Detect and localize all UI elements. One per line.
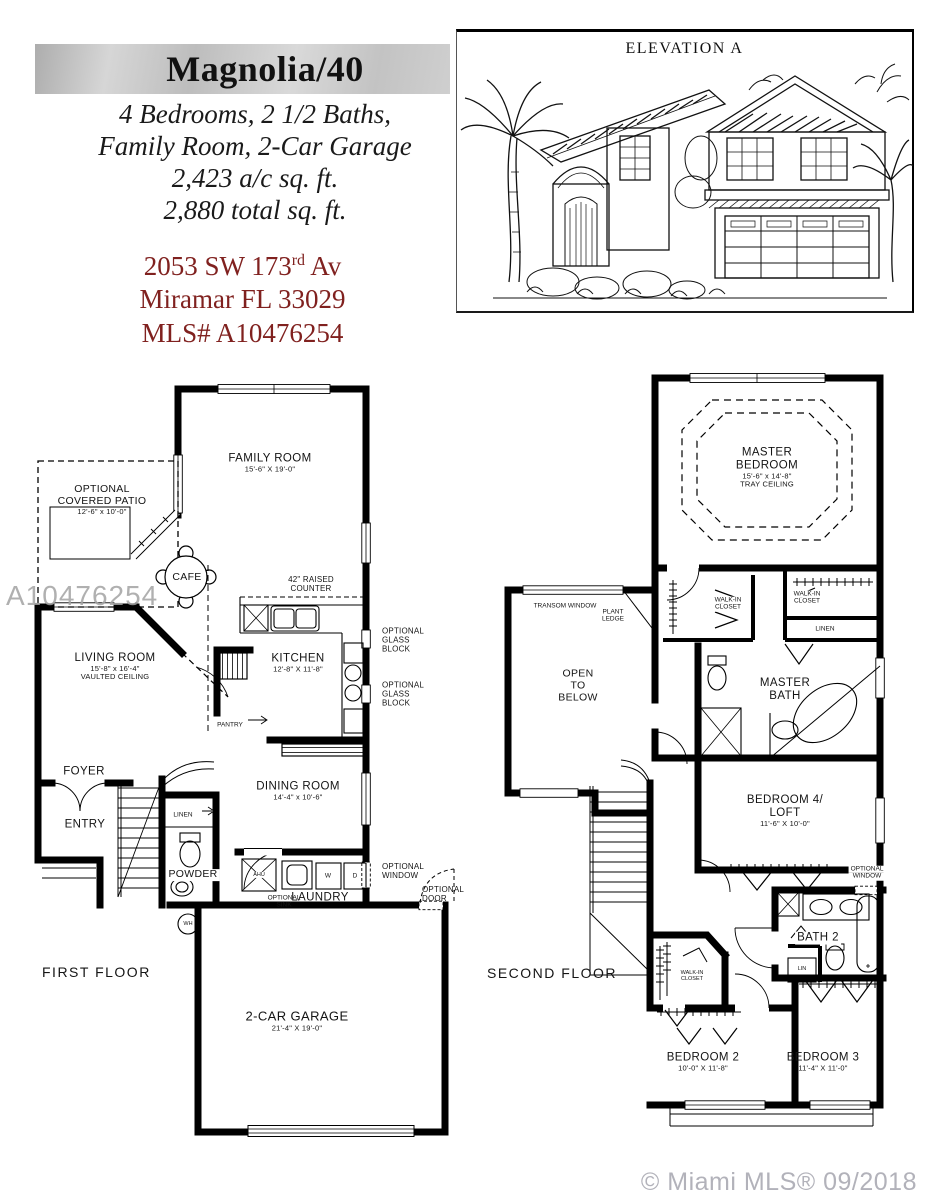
label-linen-2: LINEN [815, 625, 835, 633]
address-line-1: 2053 SW 173rd Av [143, 251, 342, 281]
garage-door [715, 208, 879, 278]
master-bath-fixtures [701, 656, 880, 758]
kitchen-fixtures [220, 597, 366, 756]
desc-line: 4 Bedrooms, 2 1/2 Baths, [119, 99, 391, 129]
label-bedroom3: BEDROOM 3 11'-4" X 11'-0" [786, 1051, 860, 1073]
label-foyer: FOYER [63, 765, 105, 778]
label-plant-ledge: PLANT LEDGE [601, 608, 625, 623]
label-dryer: D [352, 872, 358, 880]
label-optional-door: OPTIONAL DOOR [422, 885, 465, 903]
label-wic3: WALK-IN CLOSET [680, 969, 704, 982]
label-bath2: BATH 2 [797, 931, 839, 944]
label-second-floor: SECOND FLOOR [487, 965, 618, 982]
label-living-room: LIVING ROOM 15'-8" x 16'-4" VAULTED CEILING [74, 652, 156, 682]
tile-roof [541, 90, 725, 162]
property-address [35, 250, 450, 350]
label-entry: ENTRY [64, 818, 106, 831]
label-lin: LIN [797, 965, 807, 972]
powder-fixtures [162, 807, 216, 896]
label-optional-window-2: OPTIONAL WINDOW [850, 865, 884, 880]
label-optional-window: OPTIONAL WINDOW [382, 862, 425, 880]
label-glass-block-2: OPTIONAL GLASS BLOCK [382, 680, 425, 708]
elevation-title: ELEVATION A [625, 40, 744, 57]
property-description [55, 99, 455, 226]
gable-roof [707, 76, 885, 132]
address-line-3: MLS# A10476254 [141, 317, 344, 348]
desc-line: Family Room, 2-Car Garage [98, 130, 412, 161]
label-open-to-below: OPEN TO BELOW [558, 667, 598, 703]
entry-tower [553, 128, 669, 266]
label-powder: POWDER [168, 868, 218, 881]
label-transom-window: TRANSOM WINDOW [533, 602, 597, 610]
label-ahu: AHU [253, 871, 265, 878]
label-bedroom4: BEDROOM 4/ LOFT 11'-6" X 10'-0" [746, 793, 824, 828]
stairs-up [590, 760, 650, 975]
copyright-watermark: © Miami MLS® 09/2018 [640, 1168, 917, 1196]
second-floor-walls [508, 378, 883, 1105]
pantry-arrow [248, 716, 267, 724]
label-raised-counter: 42" RAISED COUNTER [288, 575, 334, 593]
desc-line: 2,423 a/c sq. ft. [171, 162, 339, 193]
label-master-bath: MASTER BATH [759, 677, 811, 702]
plant-ledge-line [623, 590, 655, 632]
label-family-room: FAMILY ROOM 15'-6" X 19'-0" [228, 452, 312, 474]
label-cafe: CAFE [172, 571, 202, 584]
label-master-bedroom: MASTER BEDROOM 15'-6" x 14'-8" TRAY CEILING [735, 446, 799, 489]
elevation-drawing [457, 32, 913, 311]
label-laundry: LAUNDRY [291, 891, 349, 904]
label-pantry: PANTRY [217, 721, 243, 729]
address-line-2: Miramar FL 33029 [139, 284, 346, 315]
label-water-heater: WH [183, 920, 193, 927]
label-glass-block-1: OPTIONAL GLASS BLOCK [382, 626, 425, 654]
second-floor-drawing [485, 368, 925, 1168]
label-washer: W [324, 872, 332, 880]
label-dining-room: DINING ROOM 14'-4" x 10'-6" [256, 780, 340, 802]
first-floor-plan [30, 375, 465, 1145]
page-title: Magnolia/40 [166, 49, 364, 89]
mls-watermark: A10476254 [6, 580, 159, 611]
second-floor-plan [485, 368, 925, 1168]
label-bedroom2: BEDROOM 2 10'-0" X 11'-8" [666, 1051, 740, 1073]
label-linen: LINEN [173, 811, 193, 819]
label-first-floor: FIRST FLOOR [42, 964, 151, 981]
label-wic1: WALK-IN CLOSET [714, 596, 742, 611]
title-band [35, 44, 450, 94]
desc-line: 2,880 total sq. ft. [163, 194, 347, 225]
label-kitchen: KITCHEN 12'-8" X 11'-8" [271, 652, 325, 674]
upper-windows [705, 132, 889, 208]
palm-tree-right [853, 64, 913, 282]
label-wic2: WALK-IN CLOSET [793, 590, 821, 605]
second-floor-windows [520, 374, 884, 1110]
label-garage: 2-CAR GARAGE 21'-4" X 19'-0" [245, 1008, 349, 1033]
elevation-panel [456, 29, 914, 313]
label-optional-sink: OPTIONAL SINK [267, 894, 301, 909]
label-patio: OPTIONAL COVERED PATIO 12'-6" x 10'-0" [57, 483, 147, 516]
